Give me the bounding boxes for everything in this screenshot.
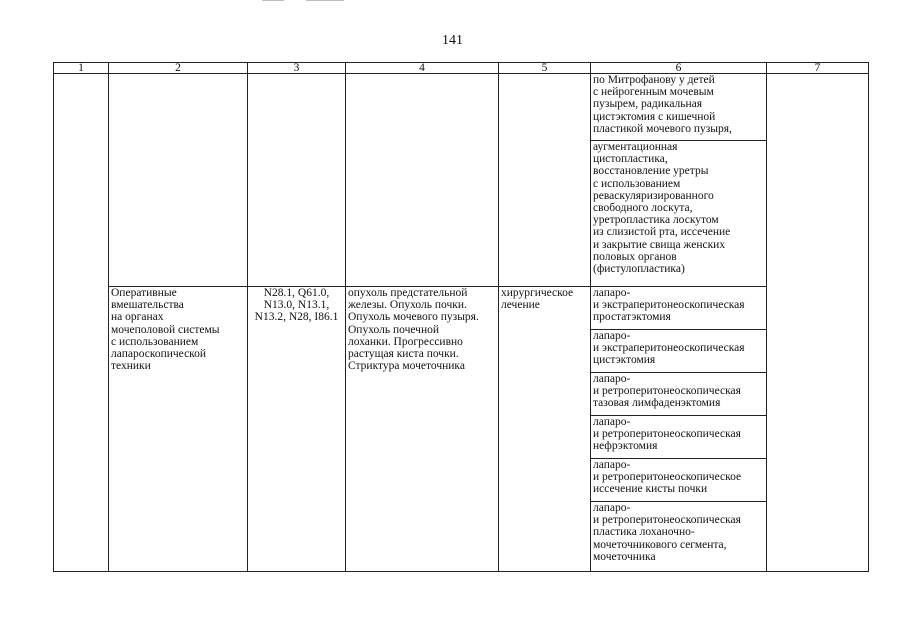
column-header: 6 [591,63,767,74]
treatment-type: хирургическое лечение [501,287,574,312]
column-header: 2 [109,63,248,74]
empty-cell [346,74,499,287]
column-header: 3 [248,63,346,74]
method-text: лапаро- и ретроперитонеоскопическая нефрэктомия [593,416,741,453]
codes-cell [248,287,346,572]
column-number-row [54,63,869,74]
empty-cell [54,74,109,572]
treatment-cell [499,287,591,572]
method-cell [591,141,767,287]
scan-mark-line [262,0,284,1]
diagnosis-text: опухоль предстательной железы. Опухоль почки. Опухоль мочевого пузыря. Опухоль почечной лоханки. Прогрессивно растущая киста почки. Стриктура мочеточника [348,287,479,373]
page-number: 141 [442,33,463,48]
method-text: лапаро- и ретроперитонеоскопическое иссечение кисты почки [593,459,742,496]
medical-care-table [53,62,869,572]
column-header: 7 [767,63,869,74]
method-text: лапаро- и ретроперитонеоскопическая пластика лоханочно- мочеточникового сегмента, мочеточника [593,502,741,563]
method-cell [591,416,767,459]
column-header: 5 [499,63,591,74]
empty-cell [767,74,869,572]
column-header: 4 [346,63,499,74]
empty-cell [248,74,346,287]
table-row [54,287,869,330]
method-text: лапаро- и экстраперитонеоскопическая цистэктомия [593,330,745,367]
table-row [54,74,869,141]
method-cell [591,330,767,373]
empty-cell [109,74,248,287]
section-name: Оперативные вмешательства на органах мочеполовой системы с использованием лапароскопической техники [111,287,220,373]
method-cell [591,74,767,141]
method-cell [591,502,767,572]
empty-cell [499,74,591,287]
method-cell [591,459,767,502]
method-text: лапаро- и экстраперитонеоскопическая простатэктомия [593,287,745,324]
method-text: по Митрофанову у детей с нейрогенным мочевым пузырем, радикальная цистэктомия с кишечной пластикой мочевого пузыря, [593,74,732,135]
method-cell [591,287,767,330]
section-name-cell [109,287,248,572]
scan-mark-line [306,0,344,1]
method-text: аугментационная цистопластика, восстановление уретры с использованием реваскуляризированного свободного лоскута, уретропластика лоскутом из слизистой рта, иссечение и закрытие свища женских половых органов (фистулопластика) [593,141,731,276]
method-text: лапаро- и ретроперитонеоскопическая тазовая лимфаденэктомия [593,373,741,410]
diagnosis-codes: N28.1, Q61.0, N13.0, N13.1, N13.2, N28, I86.1 [254,287,339,324]
method-cell [591,373,767,416]
column-header: 1 [54,63,109,74]
diagnosis-cell [346,287,499,572]
